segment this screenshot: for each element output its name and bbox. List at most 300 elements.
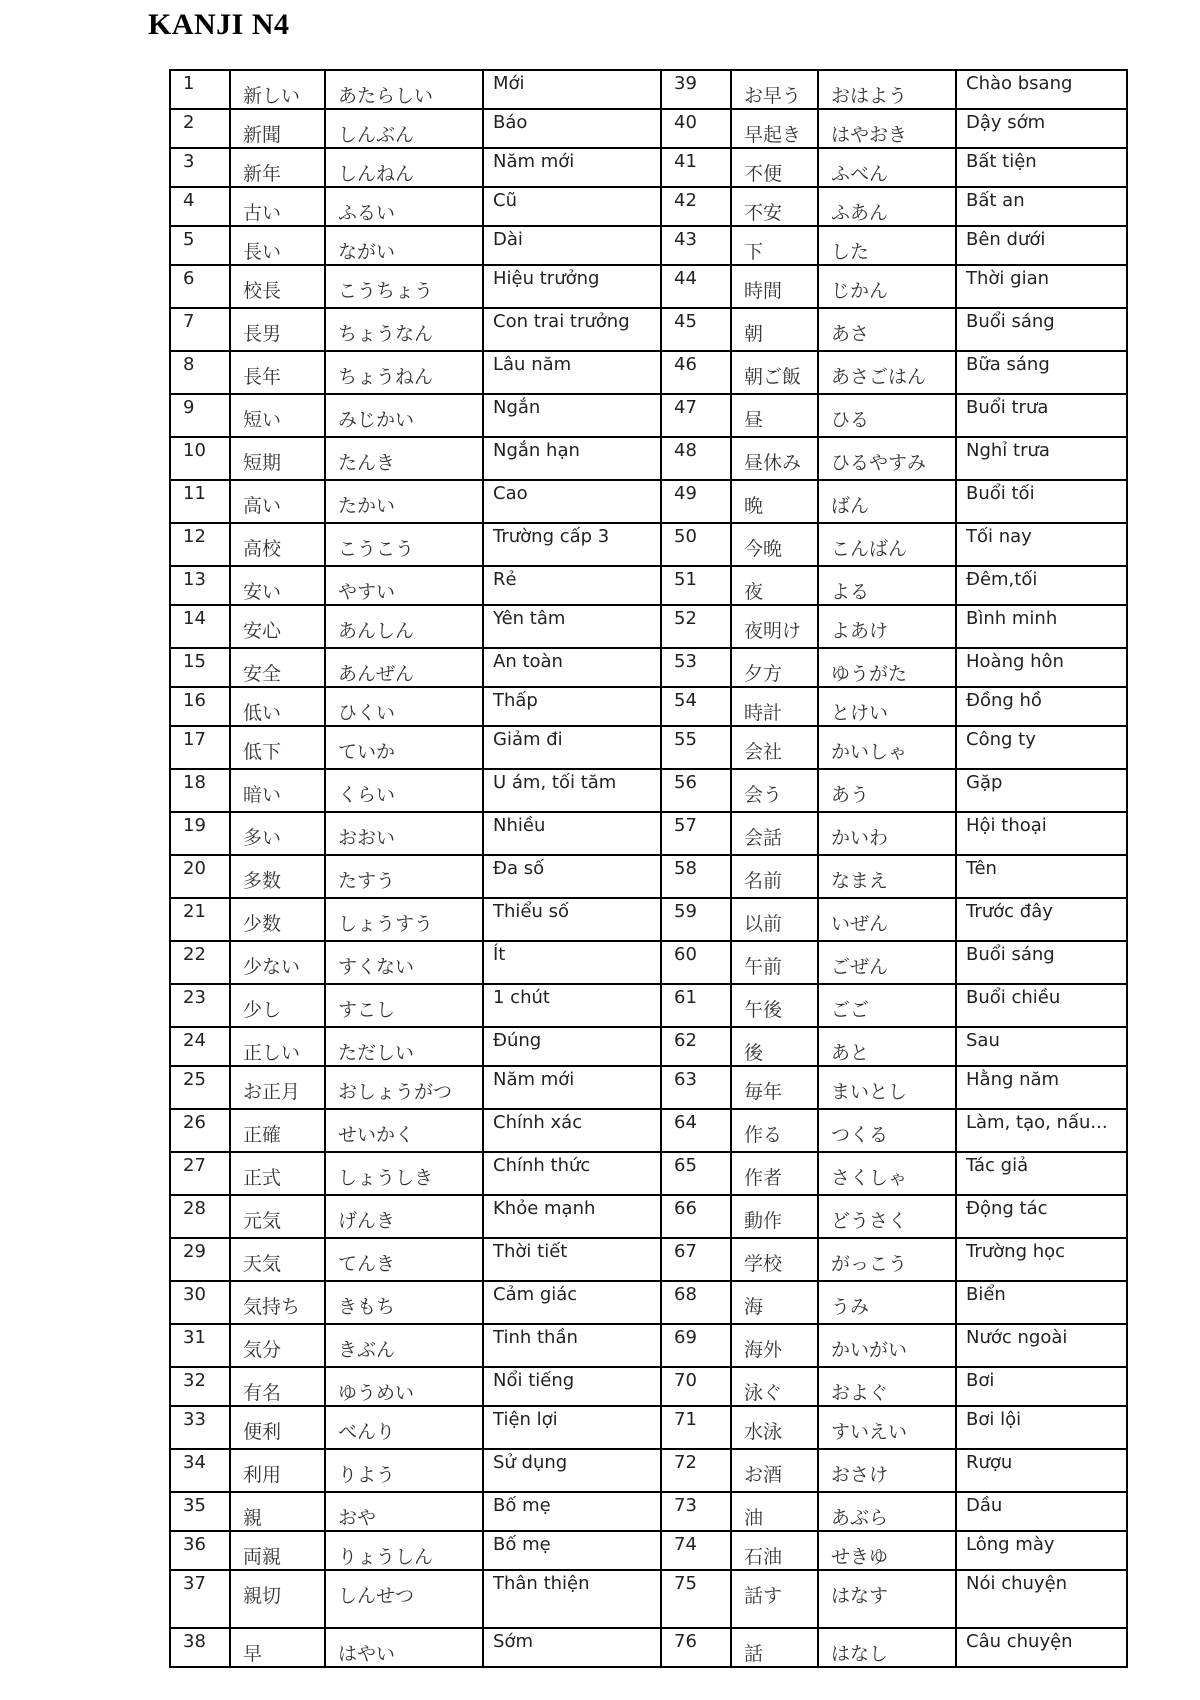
table-row [170, 1027, 1127, 1066]
left-kana-cell: たかい [325, 480, 483, 523]
left-num-cell: 16 [170, 687, 230, 726]
left-meaning-cell: Khỏe mạnh [483, 1195, 661, 1238]
right-meaning-cell: Bữa sáng [956, 351, 1127, 394]
left-num-cell: 13 [170, 566, 230, 605]
right-kanji-cell: 会社 [731, 726, 818, 769]
right-num-cell: 48 [661, 437, 731, 480]
left-kana-cell: しんぶん [325, 109, 483, 148]
right-meaning-cell: Nước ngoài [956, 1324, 1127, 1367]
right-kanji-cell: 昼休み [731, 437, 818, 480]
right-kanji-cell: 名前 [731, 855, 818, 898]
left-kanji-cell: 気持ち [230, 1281, 325, 1324]
right-num-cell: 49 [661, 480, 731, 523]
table-row [170, 394, 1127, 437]
right-kanji-cell: 後 [731, 1027, 818, 1066]
left-kanji-cell: 高校 [230, 523, 325, 566]
left-meaning-cell: Chính xác [483, 1109, 661, 1152]
left-meaning-cell: Thời tiết [483, 1238, 661, 1281]
right-num-cell: 42 [661, 187, 731, 226]
left-num-cell: 24 [170, 1027, 230, 1066]
table-row [170, 1628, 1127, 1667]
left-kana-cell: おや [325, 1492, 483, 1531]
left-kanji-cell: 校長 [230, 265, 325, 308]
right-num-cell: 39 [661, 70, 731, 109]
right-num-cell: 47 [661, 394, 731, 437]
right-kanji-cell: 不安 [731, 187, 818, 226]
right-meaning-cell: Bên dưới [956, 226, 1127, 265]
table-row [170, 187, 1127, 226]
right-meaning-cell: Buổi chiều [956, 984, 1127, 1027]
table-row [170, 769, 1127, 812]
left-num-cell: 18 [170, 769, 230, 812]
right-kanji-cell: 今晩 [731, 523, 818, 566]
left-kana-cell: おしょうがつ [325, 1066, 483, 1109]
right-meaning-cell: Lông mày [956, 1531, 1127, 1570]
right-kanji-cell: 夜明け [731, 605, 818, 648]
right-meaning-cell: Động tác [956, 1195, 1127, 1238]
left-meaning-cell: 1 chút [483, 984, 661, 1027]
right-kana-cell: よる [818, 566, 956, 605]
left-kanji-cell: 親 [230, 1492, 325, 1531]
table-row [170, 70, 1127, 109]
right-num-cell: 62 [661, 1027, 731, 1066]
left-num-cell: 14 [170, 605, 230, 648]
left-num-cell: 29 [170, 1238, 230, 1281]
right-kana-cell: ゆうがた [818, 648, 956, 687]
right-num-cell: 58 [661, 855, 731, 898]
right-meaning-cell: Biển [956, 1281, 1127, 1324]
left-meaning-cell: Thấp [483, 687, 661, 726]
left-kana-cell: げんき [325, 1195, 483, 1238]
table-row [170, 566, 1127, 605]
right-num-cell: 76 [661, 1628, 731, 1667]
left-kanji-cell: 長年 [230, 351, 325, 394]
right-meaning-cell: Công ty [956, 726, 1127, 769]
left-kana-cell: たんき [325, 437, 483, 480]
left-kanji-cell: 正確 [230, 1109, 325, 1152]
table-row [170, 726, 1127, 769]
left-meaning-cell: Cảm giác [483, 1281, 661, 1324]
right-kanji-cell: 会話 [731, 812, 818, 855]
left-kana-cell: ふるい [325, 187, 483, 226]
right-kanji-cell: 早起き [731, 109, 818, 148]
left-meaning-cell: Nhiều [483, 812, 661, 855]
right-meaning-cell: Bơi [956, 1367, 1127, 1406]
right-meaning-cell: Buổi sáng [956, 308, 1127, 351]
table-row [170, 605, 1127, 648]
left-kana-cell: はやい [325, 1628, 483, 1667]
left-meaning-cell: Sớm [483, 1628, 661, 1667]
left-kana-cell: ちょうなん [325, 308, 483, 351]
left-num-cell: 5 [170, 226, 230, 265]
left-num-cell: 22 [170, 941, 230, 984]
right-kana-cell: おさけ [818, 1449, 956, 1492]
table-row [170, 812, 1127, 855]
left-kanji-cell: 古い [230, 187, 325, 226]
right-kana-cell: がっこう [818, 1238, 956, 1281]
right-kanji-cell: 海外 [731, 1324, 818, 1367]
left-num-cell: 35 [170, 1492, 230, 1531]
vocabulary-table [169, 69, 1128, 1668]
right-kanji-cell: 夕方 [731, 648, 818, 687]
right-kana-cell: あう [818, 769, 956, 812]
left-kanji-cell: 正しい [230, 1027, 325, 1066]
right-meaning-cell: Dầu [956, 1492, 1127, 1531]
left-num-cell: 28 [170, 1195, 230, 1238]
left-kanji-cell: 高い [230, 480, 325, 523]
table-row [170, 648, 1127, 687]
left-kanji-cell: 便利 [230, 1406, 325, 1449]
left-num-cell: 37 [170, 1570, 230, 1628]
table-row [170, 1109, 1127, 1152]
left-num-cell: 6 [170, 265, 230, 308]
left-kanji-cell: 両親 [230, 1531, 325, 1570]
right-num-cell: 54 [661, 687, 731, 726]
table-row [170, 1492, 1127, 1531]
right-kanji-cell: 下 [731, 226, 818, 265]
left-meaning-cell: Mới [483, 70, 661, 109]
left-kanji-cell: 多い [230, 812, 325, 855]
table-row [170, 941, 1127, 984]
left-meaning-cell: Cao [483, 480, 661, 523]
right-kana-cell: なまえ [818, 855, 956, 898]
table-row [170, 351, 1127, 394]
right-num-cell: 55 [661, 726, 731, 769]
right-num-cell: 66 [661, 1195, 731, 1238]
left-kanji-cell: 少し [230, 984, 325, 1027]
left-meaning-cell: Bố mẹ [483, 1492, 661, 1531]
right-kana-cell: まいとし [818, 1066, 956, 1109]
right-num-cell: 45 [661, 308, 731, 351]
left-num-cell: 8 [170, 351, 230, 394]
right-meaning-cell: Gặp [956, 769, 1127, 812]
left-num-cell: 10 [170, 437, 230, 480]
right-meaning-cell: Bình minh [956, 605, 1127, 648]
right-kanji-cell: 朝ご飯 [731, 351, 818, 394]
right-num-cell: 65 [661, 1152, 731, 1195]
left-num-cell: 19 [170, 812, 230, 855]
left-kana-cell: りよう [325, 1449, 483, 1492]
left-kanji-cell: 有名 [230, 1367, 325, 1406]
right-meaning-cell: Tác giả [956, 1152, 1127, 1195]
left-num-cell: 7 [170, 308, 230, 351]
right-meaning-cell: Đồng hồ [956, 687, 1127, 726]
left-meaning-cell: Báo [483, 109, 661, 148]
left-num-cell: 26 [170, 1109, 230, 1152]
left-kanji-cell: 安心 [230, 605, 325, 648]
left-meaning-cell: Năm mới [483, 148, 661, 187]
left-kanji-cell: 早 [230, 1628, 325, 1667]
right-num-cell: 67 [661, 1238, 731, 1281]
left-meaning-cell: Ít [483, 941, 661, 984]
right-kanji-cell: 作る [731, 1109, 818, 1152]
right-kana-cell: よあけ [818, 605, 956, 648]
left-meaning-cell: Chính thức [483, 1152, 661, 1195]
right-kanji-cell: 石油 [731, 1531, 818, 1570]
right-kanji-cell: 話す [731, 1570, 818, 1628]
right-meaning-cell: Nói chuyện [956, 1570, 1127, 1628]
left-kana-cell: ひくい [325, 687, 483, 726]
left-kana-cell: たすう [325, 855, 483, 898]
right-kana-cell: ごぜん [818, 941, 956, 984]
left-meaning-cell: Hiệu trưởng [483, 265, 661, 308]
left-kana-cell: みじかい [325, 394, 483, 437]
table-row [170, 1238, 1127, 1281]
left-kana-cell: ちょうねん [325, 351, 483, 394]
left-meaning-cell: Thiểu số [483, 898, 661, 941]
right-kanji-cell: 午前 [731, 941, 818, 984]
right-kana-cell: した [818, 226, 956, 265]
right-kana-cell: ごご [818, 984, 956, 1027]
right-num-cell: 73 [661, 1492, 731, 1531]
right-num-cell: 52 [661, 605, 731, 648]
table-row [170, 265, 1127, 308]
right-kana-cell: ふべん [818, 148, 956, 187]
left-kana-cell: しんねん [325, 148, 483, 187]
right-meaning-cell: Rượu [956, 1449, 1127, 1492]
right-num-cell: 75 [661, 1570, 731, 1628]
right-num-cell: 41 [661, 148, 731, 187]
right-num-cell: 59 [661, 898, 731, 941]
right-num-cell: 43 [661, 226, 731, 265]
left-kana-cell: りょうしん [325, 1531, 483, 1570]
right-meaning-cell: Tối nay [956, 523, 1127, 566]
right-num-cell: 61 [661, 984, 731, 1027]
left-kanji-cell: 新聞 [230, 109, 325, 148]
left-meaning-cell: Giảm đi [483, 726, 661, 769]
right-num-cell: 70 [661, 1367, 731, 1406]
left-num-cell: 34 [170, 1449, 230, 1492]
right-kanji-cell: 学校 [731, 1238, 818, 1281]
right-kana-cell: すいえい [818, 1406, 956, 1449]
left-num-cell: 30 [170, 1281, 230, 1324]
right-kanji-cell: 時計 [731, 687, 818, 726]
left-kana-cell: あんぜん [325, 648, 483, 687]
left-kana-cell: こうちょう [325, 265, 483, 308]
left-num-cell: 1 [170, 70, 230, 109]
right-num-cell: 71 [661, 1406, 731, 1449]
left-num-cell: 11 [170, 480, 230, 523]
right-kana-cell: およぐ [818, 1367, 956, 1406]
table-row [170, 1066, 1127, 1109]
table-row [170, 1367, 1127, 1406]
right-kana-cell: いぜん [818, 898, 956, 941]
left-kanji-cell: お正月 [230, 1066, 325, 1109]
left-kana-cell: あんしん [325, 605, 483, 648]
right-meaning-cell: Chào bsang [956, 70, 1127, 109]
right-kana-cell: ばん [818, 480, 956, 523]
right-kanji-cell: 作者 [731, 1152, 818, 1195]
left-kana-cell: てんき [325, 1238, 483, 1281]
right-kana-cell: うみ [818, 1281, 956, 1324]
left-meaning-cell: Rẻ [483, 566, 661, 605]
right-kana-cell: はやおき [818, 109, 956, 148]
right-num-cell: 46 [661, 351, 731, 394]
right-kana-cell: こんばん [818, 523, 956, 566]
right-kana-cell: さくしゃ [818, 1152, 956, 1195]
left-meaning-cell: Dài [483, 226, 661, 265]
left-num-cell: 31 [170, 1324, 230, 1367]
left-num-cell: 23 [170, 984, 230, 1027]
left-num-cell: 25 [170, 1066, 230, 1109]
left-kanji-cell: 少ない [230, 941, 325, 984]
left-num-cell: 38 [170, 1628, 230, 1667]
right-num-cell: 51 [661, 566, 731, 605]
table-row [170, 855, 1127, 898]
right-meaning-cell: Bơi lội [956, 1406, 1127, 1449]
right-kana-cell: はなし [818, 1628, 956, 1667]
right-meaning-cell: Dậy sớm [956, 109, 1127, 148]
left-kana-cell: しょうしき [325, 1152, 483, 1195]
left-kanji-cell: 天気 [230, 1238, 325, 1281]
left-kana-cell: しんせつ [325, 1570, 483, 1628]
left-num-cell: 3 [170, 148, 230, 187]
right-kana-cell: あぶら [818, 1492, 956, 1531]
left-kanji-cell: 多数 [230, 855, 325, 898]
right-kanji-cell: お酒 [731, 1449, 818, 1492]
right-meaning-cell: Bất tiện [956, 148, 1127, 187]
left-kana-cell: べんり [325, 1406, 483, 1449]
right-num-cell: 60 [661, 941, 731, 984]
left-num-cell: 2 [170, 109, 230, 148]
table-row [170, 984, 1127, 1027]
left-kana-cell: あたらしい [325, 70, 483, 109]
right-num-cell: 72 [661, 1449, 731, 1492]
table-row [170, 1195, 1127, 1238]
left-num-cell: 33 [170, 1406, 230, 1449]
left-kanji-cell: 少数 [230, 898, 325, 941]
right-num-cell: 74 [661, 1531, 731, 1570]
right-kanji-cell: 海 [731, 1281, 818, 1324]
left-kanji-cell: 元気 [230, 1195, 325, 1238]
left-kanji-cell: 短い [230, 394, 325, 437]
left-kanji-cell: 長男 [230, 308, 325, 351]
table-row [170, 523, 1127, 566]
left-meaning-cell: Trường cấp 3 [483, 523, 661, 566]
left-meaning-cell: Năm mới [483, 1066, 661, 1109]
right-num-cell: 57 [661, 812, 731, 855]
left-kana-cell: しょうすう [325, 898, 483, 941]
right-kana-cell: かいしゃ [818, 726, 956, 769]
page-title: KANJI N4 [148, 8, 290, 41]
right-kana-cell: ひる [818, 394, 956, 437]
table-row [170, 308, 1127, 351]
left-meaning-cell: An toàn [483, 648, 661, 687]
left-meaning-cell: Thân thiện [483, 1570, 661, 1628]
left-meaning-cell: Lâu năm [483, 351, 661, 394]
table-row [170, 1152, 1127, 1195]
left-kana-cell: ながい [325, 226, 483, 265]
left-meaning-cell: Đa số [483, 855, 661, 898]
left-kana-cell: すこし [325, 984, 483, 1027]
left-kanji-cell: 長い [230, 226, 325, 265]
left-kanji-cell: 気分 [230, 1324, 325, 1367]
table-row [170, 226, 1127, 265]
left-kanji-cell: 新しい [230, 70, 325, 109]
right-num-cell: 68 [661, 1281, 731, 1324]
left-meaning-cell: Tiện lợi [483, 1406, 661, 1449]
right-meaning-cell: Bất an [956, 187, 1127, 226]
left-kanji-cell: 正式 [230, 1152, 325, 1195]
right-kana-cell: かいがい [818, 1324, 956, 1367]
right-kanji-cell: 会う [731, 769, 818, 812]
right-kanji-cell: 話 [731, 1628, 818, 1667]
right-kanji-cell: 時間 [731, 265, 818, 308]
left-kanji-cell: 暗い [230, 769, 325, 812]
left-meaning-cell: Nổi tiếng [483, 1367, 661, 1406]
right-kanji-cell: 午後 [731, 984, 818, 1027]
left-num-cell: 21 [170, 898, 230, 941]
right-kanji-cell: 泳ぐ [731, 1367, 818, 1406]
right-kana-cell: あと [818, 1027, 956, 1066]
right-kanji-cell: 朝 [731, 308, 818, 351]
right-kana-cell: はなす [818, 1570, 956, 1628]
left-meaning-cell: Đúng [483, 1027, 661, 1066]
right-kana-cell: せきゆ [818, 1531, 956, 1570]
left-kanji-cell: 安い [230, 566, 325, 605]
right-meaning-cell: Thời gian [956, 265, 1127, 308]
right-kanji-cell: 昼 [731, 394, 818, 437]
left-num-cell: 17 [170, 726, 230, 769]
left-num-cell: 36 [170, 1531, 230, 1570]
right-meaning-cell: Hoàng hôn [956, 648, 1127, 687]
left-kana-cell: きぶん [325, 1324, 483, 1367]
left-meaning-cell: Sử dụng [483, 1449, 661, 1492]
left-kanji-cell: 利用 [230, 1449, 325, 1492]
right-meaning-cell: Làm, tạo, nấu... [956, 1109, 1127, 1152]
right-kana-cell: とけい [818, 687, 956, 726]
left-kanji-cell: 新年 [230, 148, 325, 187]
left-kana-cell: くらい [325, 769, 483, 812]
right-meaning-cell: Tên [956, 855, 1127, 898]
right-kanji-cell: 油 [731, 1492, 818, 1531]
left-meaning-cell: Ngắn [483, 394, 661, 437]
left-num-cell: 15 [170, 648, 230, 687]
right-kanji-cell: 毎年 [731, 1066, 818, 1109]
right-num-cell: 64 [661, 1109, 731, 1152]
right-kanji-cell: 不便 [731, 148, 818, 187]
left-num-cell: 20 [170, 855, 230, 898]
right-meaning-cell: Sau [956, 1027, 1127, 1066]
right-kanji-cell: お早う [731, 70, 818, 109]
left-meaning-cell: Tinh thần [483, 1324, 661, 1367]
right-kana-cell: あさごはん [818, 351, 956, 394]
right-num-cell: 50 [661, 523, 731, 566]
right-kana-cell: あさ [818, 308, 956, 351]
right-kanji-cell: 以前 [731, 898, 818, 941]
right-meaning-cell: Nghỉ trưa [956, 437, 1127, 480]
table-row [170, 437, 1127, 480]
right-kana-cell: じかん [818, 265, 956, 308]
right-kanji-cell: 夜 [731, 566, 818, 605]
left-kana-cell: せいかく [325, 1109, 483, 1152]
right-kanji-cell: 晩 [731, 480, 818, 523]
left-kanji-cell: 短期 [230, 437, 325, 480]
left-num-cell: 32 [170, 1367, 230, 1406]
table-row [170, 109, 1127, 148]
left-kana-cell: ゆうめい [325, 1367, 483, 1406]
left-meaning-cell: Yên tâm [483, 605, 661, 648]
left-meaning-cell: Ngắn hạn [483, 437, 661, 480]
left-num-cell: 27 [170, 1152, 230, 1195]
left-kanji-cell: 低い [230, 687, 325, 726]
right-kana-cell: つくる [818, 1109, 956, 1152]
right-meaning-cell: Hằng năm [956, 1066, 1127, 1109]
left-meaning-cell: Bố mẹ [483, 1531, 661, 1570]
left-kanji-cell: 低下 [230, 726, 325, 769]
right-meaning-cell: Trường học [956, 1238, 1127, 1281]
right-num-cell: 44 [661, 265, 731, 308]
